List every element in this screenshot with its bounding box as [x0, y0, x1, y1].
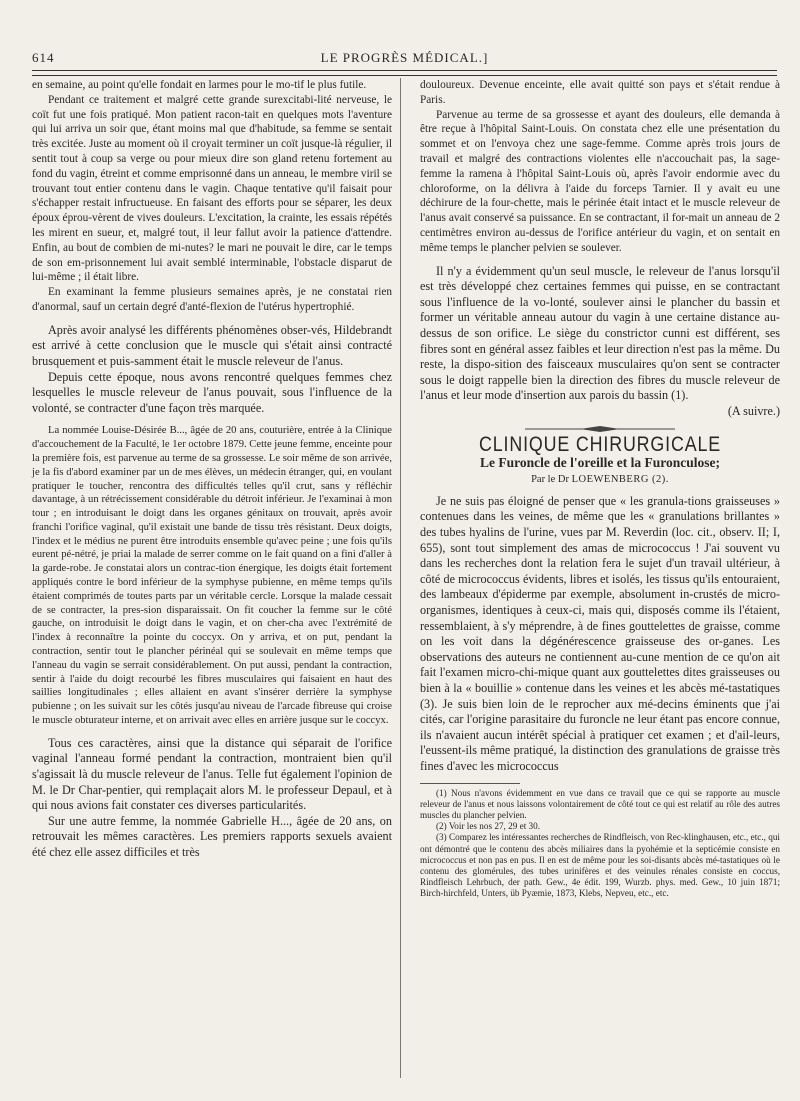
paragraph: Pendant ce traitement et malgré cette grande surexcitabi-lité nerveuse, le coït fut une fois pratiqué. Mon patient racon-tait en quelques mots l'aventure qui lui arriva un soir que, étant moins mal que d'habitude, sa femme se sentait très excitée. Juste au moment où il croyait terminer un coït jusque-là régulier, il sentit tout à coup sa verge ou pour mieux dire son gland retenu fortement au fond du vagin, étreint et comme emprisonné dans un anneau, le membre viril se trouvant tout entier contenu dans le vagin. Chaque tentative qu'il faisait pour s'échapper restait infructueuse. En faisant des efforts pour se séparer, les deux époux éprou-vèrent de vives douleurs. L'excitation, la crainte, les essais répétés les mirent en sueur, et, malgré tout, il leur fallut avoir la patience d'attendre. Enfin, au bout de combien de mi-nutes? le mari ne pouvait le dire, car le temps de son em-prisonnement lui avait semblé interminable, l'obstacle disparut de lui-même ; il était libre.: [32, 93, 392, 284]
column-divider: [400, 78, 401, 1078]
section-title: CLINIQUE CHIRURGICALE: [478, 432, 722, 456]
to-follow-note: [420, 404, 780, 420]
footnote: (3) Comparez les intéressantes recherches de Rindfleisch, von Rec-klinghausen, etc., etc., qui ont démontré que le contenu des abcès miliaires dans la pyohémie et la septicémie consiste en micrococcus et non pas en pus. Il en est de même pour les soi-disants abcès mé-tastatiques où le contenu des glomérules, des tubes urinifères et des veinules rénales consiste en coccus, Rindfleisch Lehrbuch, der path. Gew., 4e édit. 199, Wurzb. phys. med. Gew., 10 juin 1871; Birch-hirchfeld, Unters, üb Pyæmie, 1873, Klebs, Nepveu, etc., etc.: [420, 832, 780, 899]
paragraph: Parvenue au terme de sa grossesse et ayant des douleurs, elle demanda à être reçue à l'hôpital Saint-Louis. On constata chez elle une présentation du sommet et on l'envoya chez une sage-femme. Comme après trois jours de travail et malgré des contractions violentes elle n'accouchait pas, la sage-femme la ramena à l'hôpital Saint-Louis où, après l'avoir endormie avec du chloroforme, on la délivra à l'aide du forceps Tarnier. Il y avait eu une déchirure de la four-chette, mais le périnée était intact et le muscle releveur de l'anus avait conservé sa puissance. En se contractant, il for-mait un anneau de 2 centimètres environ au-dessus de l'orifice antérieur du vagin, et on sentait en même temps le plancher pelvien se soulever.: [420, 108, 780, 254]
author-name: LOEWENBERG (2).: [571, 474, 669, 486]
paragraph: Depuis cette époque, nous avons rencontré quelques femmes chez lesquelles le muscle releveur de l'anus pouvait, sous l'influence de la volonté, se contracter d'une façon très marquée.: [32, 369, 392, 415]
header-rule: [32, 70, 777, 76]
paragraph: Il n'y a évidemment qu'un seul muscle, le releveur de l'anus lorsqu'il est très développé chez certaines femmes qui puisse, en se contractant sous l'influence de la vo-lonté, soulever ainsi le plancher du bassin et former un véritable anneau autour du vagin à une certaine distance au-dessus de son orifice. Le siège du constrictor cunni est différent, ses fibres sont en général assez faibles et leur direction n'est pas la même. Du reste, la dispo-sition des faisceaux musculaires qu'on sent se contracter sous le doigt rappelle bien la direction des fibres du muscle releveur de l'anus et leur mode d'insertion aux parois du bassin (1).: [420, 263, 780, 403]
paragraph: douloureux. Devenue enceinte, elle avait quitté son pays et s'était rendue à Paris.: [420, 79, 780, 106]
paragraph: En examinant la femme plusieurs semaines après, je ne constatai rien d'anormal, sauf un certain degré d'anté-flexion de l'utérus hypertrophié.: [32, 286, 392, 313]
left-column: [32, 78, 392, 861]
page-number: 614: [32, 50, 55, 65]
case-report-paragraph: La nommée Louise-Désirée B..., âgée de 20 ans, couturière, entrée à la Clinique d'accouchement de la Faculté, le 1er octobre 1879. Cette jeune femme, enceinte pour la première fois, est parvenue au terme de sa grossesse. Le soir même de son arrivée, je la fis d'abord examiner par un de mes élèves, un médecin étranger, qui, en voulant pratiquer le toucher, rencontra des difficultés telles qu'il crut, sans y réfléchir davantage, à un rétrécissement considérable du détroit inférieur. Je l'examinai à mon tour ; en introduisant le doigt dans les organes génitaux on trouvait, après avoir franchi l'orifice vaginal, qu'il existait une bande de tissu très résistant. Deux doigts, l'index et le médius ne purent être introduits ensemble qu'avec peine ; une fois qu'ils eurent pé-nétré, je priai la malade de serrer comme on le fait quand on a fini d'aller à la garde-robe. Je constatai alors un contrac-tion énergique, les doigts était fortement appliqués contre le bord inférieur de la symphyse pubienne, en même temps qu'ils étaient comprimés de toutes parts par un véritable cercle. Lorsque la malade cessait de se contracter, la pres-sion disparaissait. On fit coucher la femme sur le côté gauche, on introduisit le doigt dans le vagin, et on cher-cha avec l'extrémité de l'index à reconnaître la pointe du coccyx. On y arriva, et on put, pendant la contraction, sentir tout le plancher périnéal qui se soulevait en même temps que l'anneau du vagin se serrait considérablement. On put aussi, pendant la contraction, sentir à l'aide du doigt recourbé les fibres musculaires qui faisaient en haut des saillies longitudinales ; elles allaient en avant s'insérer derrière la symphyse pubienne ; on les suivait sur les côtés jusqu'au niveau de l'arcade fibreuse qui croise le muscle obturateur interne, et on arrivait avec elles en arrière jusque sur le coccyx.: [32, 425, 392, 727]
paragraph: Après avoir analysé les différents phénomènes obser-vés, Hildebrandt est arrivé à cette conclusion que le muscle qui s'était ainsi contracté brusquement et puis-samment était le muscle releveur de l'anus.: [32, 322, 392, 368]
footnote-rule: [420, 783, 520, 784]
article-title: Le Furoncle de l'oreille et la Furonculose;: [480, 455, 720, 471]
section-ornament: [525, 426, 675, 432]
paragraph: Je ne suis pas éloigné de penser que « les granula-tions graisseuses » contenues dans les veines, de même que les « granulations brillantes » des tubes hyalins de l'urine, vues par M. Reverdin (loc. cit., observ. II; I, 655), sont tout simplement des amas de micrococcus ! J'ai souvent vu dans les recherches dont la relation fera le sujet d'un travail ultérieur, à côté de micrococcus évidents, libres et isolés, les tissus qu'ils entouraient, des lambeaux d'épiderme par exemple, absolument in-crustés de micro-organismes, identiques à ceux-ci, mais qui, disposés comme ils l'étaient, ressemblaient, à s'y méprendre, à de fines gouttelettes de graisse, comme on les voit dans la dégénérescence graisseuse des or-ganes. Les observations des auteurs ne contiennent au-cune mention de ce qu'on ait fait l'examen micro-chi-mique quant aux gouttelettes dites graisseuses ou bien à la « bouillie » contenue dans les veines et les abcès mé-tastatiques (3). Je suis bien loin de le reprocher aux mé-decins éminents que j'ai cités, car l'origine parasitaire du furoncle ne leur étant pas encore connue, ils n'avaient aucun intérêt spécial à pratiquer cet examen ; et d'ail-leurs, l'eussent-ils même pratiqué, la distinction des granulations de graisse très fines d'avec les micrococcus: [420, 493, 780, 773]
footnote: (2) Voir les nos 27, 29 et 30.: [436, 821, 541, 832]
footnote: (1) Nous n'avons évidemment en vue dans ce travail que ce qui se rapporte au muscle releveur de l'anus et nous laissons volontairement de côté tout ce qui est relatif au rôle des autres muscles du plancher pelvien.: [420, 787, 780, 820]
paragraph: Tous ces caractères, ainsi que la distance qui séparait de l'orifice vaginal l'anneau formé pendant la contraction, montraient bien qu'il s'agissait là du muscle releveur de l'anus. Telle fut également l'opinion de M. le Dr Char-pentier, qui remplaçait alors M. le professeur Depaul, et à qui nous avions fait constater ces diverses particularités.: [32, 735, 392, 813]
a-suivre: (A suivre.): [727, 403, 780, 418]
right-column: [420, 78, 780, 900]
author-prefix: Par le Dr: [531, 474, 569, 486]
paragraph: Sur une autre femme, la nommée Gabrielle H..., âgée de 20 ans, on retrouvait les mêmes caractères. Les premiers rapports sexuels avaient été chez elle assez difficiles et très: [32, 813, 392, 859]
page-header: [32, 50, 777, 70]
journal-title: LE PROGRÈS MÉDICAL.]: [320, 50, 489, 65]
paragraph: en semaine, au point qu'elle fondait en larmes pour le mo-tif le plus futile.: [32, 79, 367, 91]
article-author: [420, 473, 780, 488]
